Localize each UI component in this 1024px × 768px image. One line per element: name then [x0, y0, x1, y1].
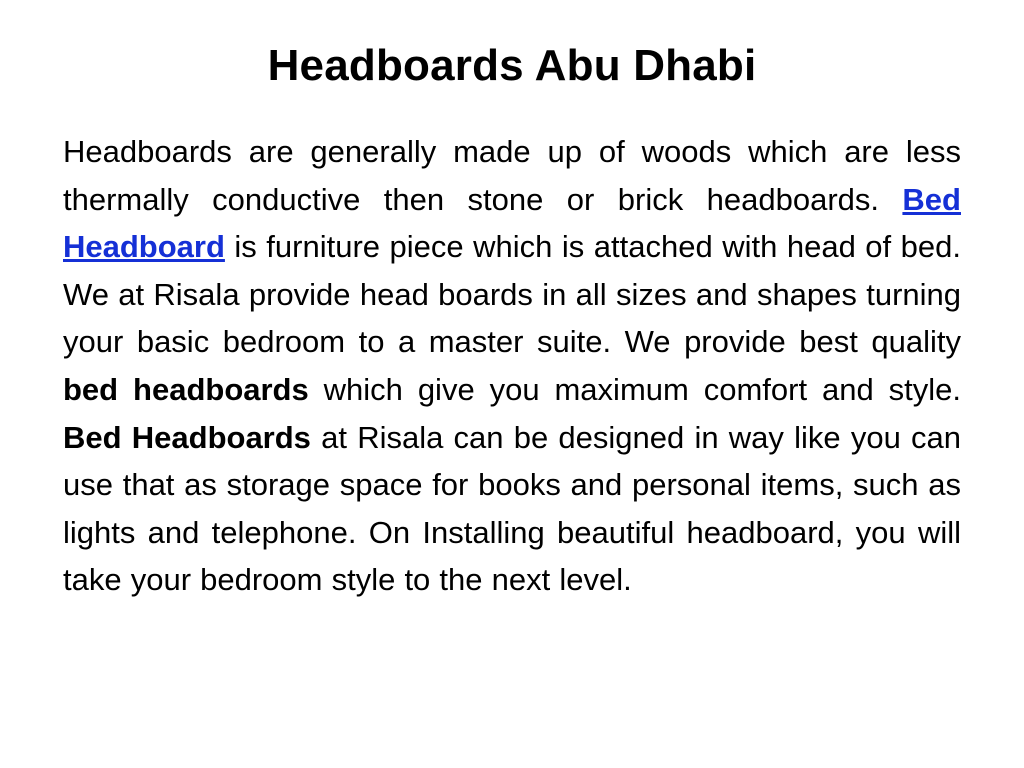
- slide-title: Headboards Abu Dhabi: [267, 41, 757, 90]
- bold-bed-headboards: bed headboards: [63, 371, 309, 407]
- paragraph-text-4: at Risala can be designed in way like you can use that as storage space for books and personal items, such as lights and telephone. On Installing beautiful headboard, you will take your bedroom style to the next level.: [63, 419, 961, 598]
- body-paragraph: [63, 128, 961, 604]
- bold-bed-headboards-capitalized: Bed Headboards: [63, 419, 311, 455]
- bed-headboard-link[interactable]: Bed Headboard: [63, 181, 961, 265]
- paragraph-text-3: which give you maximum comfort and style.: [308, 371, 961, 407]
- paragraph-text-2: is furniture piece which is attached with head of bed. We at Risala provide head boards in all sizes and shapes turning your basic bedroom to a master suite. We provide best quality: [63, 229, 961, 360]
- paragraph-text-1: Headboards are generally made up of woods which are less thermally conductive then stone or brick headboards.: [63, 134, 961, 217]
